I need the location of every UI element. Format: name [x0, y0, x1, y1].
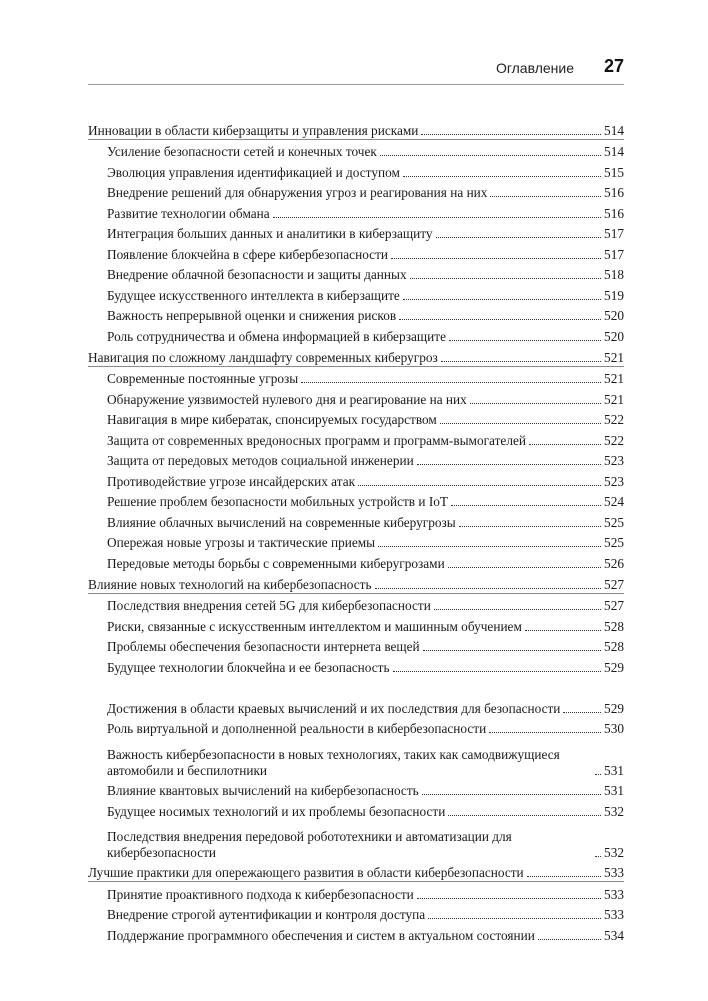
toc-dot-leader [423, 650, 601, 651]
toc-dot-leader [470, 403, 601, 404]
toc-entry-title: Достижения в области краевых вычислений и их последствия для безопасности [107, 700, 561, 716]
toc-entry-title: Появление блокчейна в сфере кибербезопасности [107, 246, 389, 262]
toc-page-number: 533 [604, 865, 624, 881]
toc-entry-title: Будущее технологии блокчейна и ее безопасность [107, 659, 390, 675]
header-title: Оглавление [495, 60, 574, 76]
toc-page-number: 516 [604, 185, 624, 201]
toc-entry-title: Лучшие практики для опережающего развития в области кибербезопасности [88, 865, 524, 881]
toc-page-number: 517 [604, 226, 624, 242]
toc-dot-leader [527, 876, 601, 877]
toc-page-number: 528 [604, 639, 624, 655]
toc-page-number: 523 [604, 473, 624, 489]
toc-entry-title: Роль сотрудничества и обмена информацией в киберзащите [107, 329, 446, 345]
toc-entry-title: Обнаружение уязвимостей нулевого дня и реагирование на них [107, 391, 467, 407]
toc-entry-title: Влияние квантовых вычислений на кибербезопасность [107, 783, 419, 799]
toc-dot-leader [273, 217, 601, 218]
toc-subsection-entry[interactable] [88, 490, 624, 511]
toc-subsection-entry[interactable] [88, 408, 624, 429]
toc-page-number: 516 [604, 205, 624, 221]
toc-page-number: 524 [604, 494, 624, 510]
toc-dot-leader [403, 299, 601, 300]
toc-page-number: 532 [604, 844, 624, 860]
toc-subsection-entry[interactable] [88, 635, 624, 656]
toc-subsection-entry[interactable] [88, 201, 624, 222]
toc-page-number: 530 [604, 721, 624, 737]
toc-entry-title: Усиление безопасности сетей и конечных точек [107, 144, 377, 160]
toc-dot-leader [422, 794, 601, 795]
toc-dot-leader [595, 774, 601, 775]
toc-dot-leader [441, 361, 601, 362]
toc-entry-title: Последствия внедрения передовой робототехники и автоматизации для кибербезопасности [107, 828, 512, 860]
toc-page-number: 520 [604, 308, 624, 324]
toc-entry-title: Опережая новые угрозы и тактические приемы [107, 535, 376, 551]
toc-page-number: 534 [604, 927, 624, 943]
toc-page-number: 515 [604, 164, 624, 180]
toc-subsection-entry[interactable] [88, 140, 624, 161]
toc-entry-title: Развитие технологии обмана [107, 205, 270, 221]
toc-entry-title: Современные постоянные угрозы [107, 371, 299, 387]
toc-subsection-entry[interactable] [88, 387, 624, 408]
toc-dot-leader [428, 918, 601, 919]
toc-subsection-entry[interactable] [88, 594, 624, 615]
toc-entry-title: Решение проблем безопасности мобильных устройств и IoT [107, 494, 449, 510]
toc-entry-title: Противодействие угрозе инсайдерских атак [107, 473, 356, 489]
toc-page-number: 522 [604, 432, 624, 448]
toc-entry-title: Инновации в области киберзащиты и управления рисками [88, 122, 419, 138]
toc-page-number: 529 [604, 700, 624, 716]
toc-subsection-entry[interactable] [88, 367, 624, 388]
toc-page-number: 522 [604, 412, 624, 428]
toc-dot-leader [301, 382, 601, 383]
toc-dot-leader [358, 485, 601, 486]
toc-entry-title: Важность непрерывной оценки и снижения рисков [107, 308, 397, 324]
toc-section-entry[interactable] [88, 118, 624, 140]
toc-subsection-entry[interactable] [88, 551, 624, 572]
toc-page-number: 529 [604, 659, 624, 675]
toc-subsection-entry[interactable] [88, 717, 624, 738]
toc-subsection-entry[interactable] [88, 428, 624, 449]
toc-dot-leader [525, 630, 601, 631]
toc-page-number: 521 [604, 371, 624, 387]
toc-entry-title: Последствия внедрения сетей 5G для кибербезопасности [107, 598, 431, 614]
toc-subsection-entry[interactable] [88, 903, 624, 924]
toc-dot-leader [451, 505, 601, 506]
toc-page-number: 531 [604, 762, 624, 778]
toc-dot-leader [436, 237, 602, 238]
toc-subsection-entry[interactable] [88, 469, 624, 490]
toc-dot-leader [393, 671, 602, 672]
toc-page-number: 520 [604, 329, 624, 345]
toc-page-number: 528 [604, 618, 624, 634]
toc-page-number: 518 [604, 267, 624, 283]
toc-page-number: 531 [604, 783, 624, 799]
toc-subsection-entry[interactable] [88, 882, 624, 903]
toc-dot-leader [538, 939, 601, 940]
toc-subsection-entry[interactable] [88, 304, 624, 325]
toc-dot-leader [529, 444, 601, 445]
toc-dot-leader [449, 340, 601, 341]
toc-dot-leader [595, 856, 601, 857]
toc-subsection-entry[interactable] [88, 449, 624, 470]
toc-subsection-entry[interactable] [88, 676, 624, 717]
toc-entry-title: Поддержание программного обеспечения и систем в актуальном состоянии [107, 927, 535, 943]
toc-entry-title: Передовые методы борьбы с современными киберугрозами [107, 556, 445, 572]
toc-section-entry[interactable] [88, 861, 624, 883]
toc-subsection-entry[interactable] [88, 324, 624, 345]
toc-entry-title: Будущее искусственного интеллекта в киберзащите [107, 287, 400, 303]
toc-dot-leader [448, 567, 601, 568]
toc-page-number: 527 [604, 598, 624, 614]
toc-page-number: 526 [604, 556, 624, 572]
toc-subsection-entry[interactable] [88, 779, 624, 800]
toc-entry-title: Будущее носимых технологий и их проблемы безопасности [107, 803, 446, 819]
toc-dot-leader [378, 546, 601, 547]
toc-subsection-entry[interactable] [88, 737, 624, 778]
toc-dot-leader [417, 464, 601, 465]
toc-subsection-entry[interactable] [88, 655, 624, 676]
toc-entry-title: Интеграция больших данных и аналитики в киберзащиту [107, 226, 433, 242]
toc-dot-leader [489, 732, 601, 733]
toc-page-number: 523 [604, 453, 624, 469]
running-header [88, 56, 624, 80]
toc-subsection-entry[interactable] [88, 222, 624, 243]
toc-entry-title: Принятие проактивного подхода к кибербезопасности [107, 886, 414, 902]
table-of-contents [88, 118, 624, 944]
toc-subsection-entry[interactable] [88, 614, 624, 635]
toc-page-number: 533 [604, 907, 624, 923]
toc-subsection-entry[interactable] [88, 531, 624, 552]
header-page-number: 27 [603, 56, 624, 76]
toc-dot-leader [410, 278, 601, 279]
toc-page-number: 525 [604, 514, 624, 530]
toc-entry-title: Внедрение облачной безопасности и защиты данных [107, 267, 407, 283]
toc-entry-title: Внедрение решений для обнаружения угроз и реагирования на них [107, 185, 488, 201]
toc-dot-leader [391, 258, 601, 259]
toc-entry-title: Влияние облачных вычислений на современные киберугрозы [107, 514, 456, 530]
toc-subsection-entry[interactable] [88, 263, 624, 284]
toc-dot-leader [563, 712, 601, 713]
toc-page-number: 514 [604, 144, 624, 160]
toc-dot-leader [375, 588, 602, 589]
toc-dot-leader [490, 196, 601, 197]
toc-dot-leader [380, 155, 601, 156]
toc-page-number: 525 [604, 535, 624, 551]
toc-dot-leader [459, 526, 601, 527]
toc-dot-leader [440, 423, 601, 424]
toc-entry-title: Защита от передовых методов социальной инженерии [107, 453, 414, 469]
toc-page-number: 533 [604, 886, 624, 902]
toc-entry-title: Защита от современных вредоносных программ и программ-вымогателей [107, 432, 526, 448]
toc-dot-leader [421, 134, 601, 135]
toc-subsection-entry[interactable] [88, 242, 624, 263]
toc-dot-leader [399, 319, 601, 320]
toc-page-number: 532 [604, 803, 624, 819]
toc-entry-title: Важность кибербезопасности в новых технологиях, таких как самодвижущиеся автомобили и беспилотники [107, 746, 560, 778]
toc-page-number: 521 [604, 349, 624, 365]
toc-dot-leader [403, 176, 601, 177]
header-rule [88, 84, 624, 85]
toc-entry-title: Навигация в мире кибератак, спонсируемых государством [107, 412, 437, 428]
toc-entry-title: Проблемы обеспечения безопасности интернета вещей [107, 639, 420, 655]
toc-page-number: 517 [604, 246, 624, 262]
toc-dot-leader [434, 609, 601, 610]
toc-entry-title: Внедрение строгой аутентификации и контроля доступа [107, 907, 426, 923]
toc-dot-leader [417, 898, 601, 899]
toc-page-number: 519 [604, 287, 624, 303]
toc-subsection-entry[interactable] [88, 160, 624, 181]
toc-subsection-entry[interactable] [88, 510, 624, 531]
toc-subsection-entry[interactable] [88, 181, 624, 202]
toc-page-number: 521 [604, 391, 624, 407]
toc-page-number: 527 [604, 576, 624, 592]
toc-subsection-entry[interactable] [88, 283, 624, 304]
toc-dot-leader [448, 815, 601, 816]
toc-subsection-entry[interactable] [88, 820, 624, 861]
toc-subsection-entry[interactable] [88, 799, 624, 820]
toc-entry-title: Навигация по сложному ландшафту современных киберугроз [88, 349, 438, 365]
toc-section-entry[interactable] [88, 572, 624, 594]
toc-page-number: 514 [604, 122, 624, 138]
toc-section-entry[interactable] [88, 345, 624, 367]
toc-entry-title: Эволюция управления идентификацией и доступом [107, 164, 400, 180]
toc-entry-title: Влияние новых технологий на кибербезопасность [88, 576, 372, 592]
toc-entry-title: Роль виртуальной и дополненной реальности в кибербезопасности [107, 721, 487, 737]
toc-entry-title: Риски, связанные с искусственным интеллектом и машинным обучением [107, 618, 522, 634]
toc-subsection-entry[interactable] [88, 923, 624, 944]
